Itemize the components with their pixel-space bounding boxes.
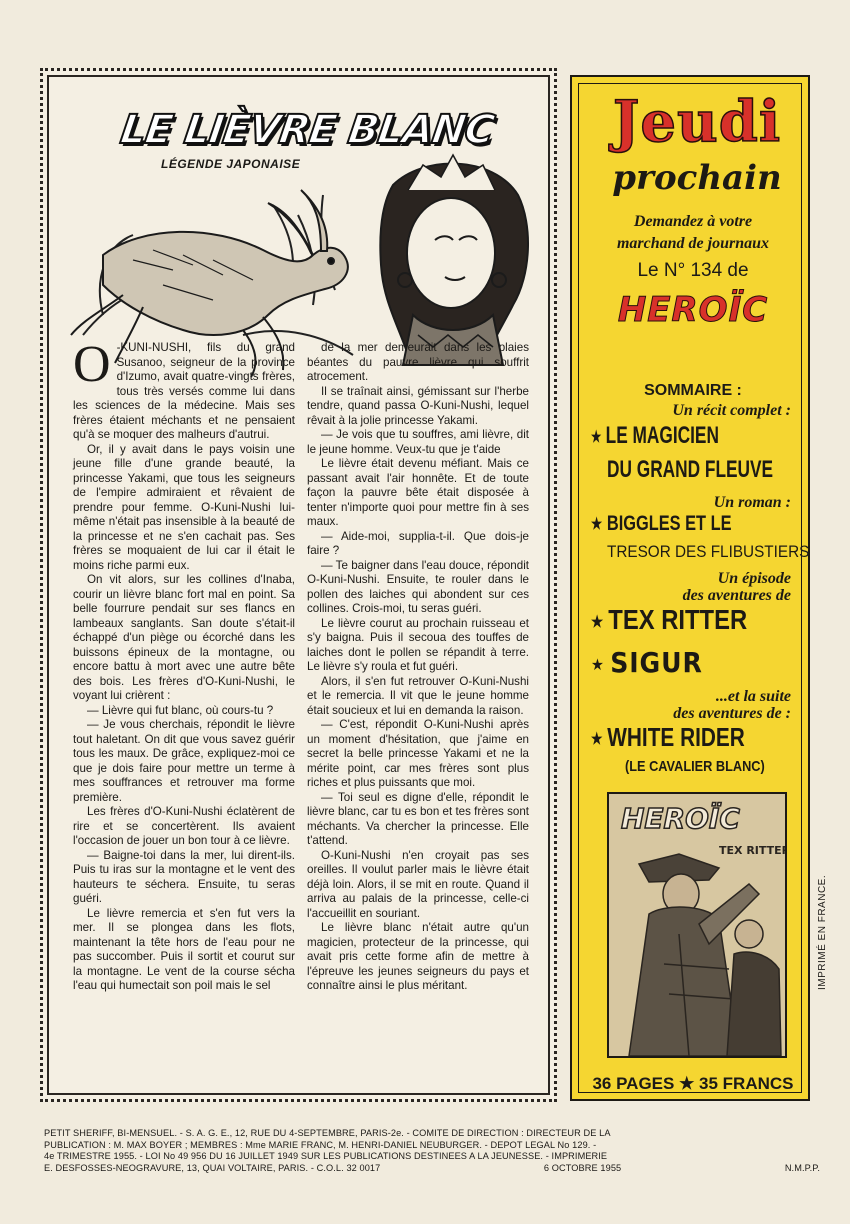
story-paragraph-text: — Te baigner dans l'eau douce, répondit O-Kuni-Nushi. Ensuite, te rouler dans le pollen des laiches qui abondent sur ces collines. Crois-moi, tu seras guéri. — [307, 558, 529, 615]
footer-line-2: PUBLICATION : M. MAX BOYER ; MEMBRES : Mme MARIE FRANC, M. HENRI-DANIEL NEUBURGER. - DEPOT LEGAL No 129. - — [44, 1139, 597, 1150]
story-paragraph — [73, 849, 295, 907]
story-paragraph-text: — Je vois que tu souffres, ami lièvre, dit le jeune homme. Veux-tu que je t'aide — [307, 428, 529, 456]
story-paragraph — [307, 428, 529, 457]
story-paragraph-text: — Toi seul es digne d'elle, répondit le lièvre blanc, car tu es bon et tes frères sont méchants. Va chercher la princesse. Elle t'attend. — [307, 790, 529, 847]
feature-grand-fleuve: DU GRAND FLEUVE — [607, 456, 774, 483]
story-title: LE LIÈVRE BLANC — [117, 107, 497, 153]
story-paragraph — [73, 336, 295, 443]
kind-roman: Un roman : — [713, 494, 791, 511]
story-paragraph-text: — Baigne-toi dans la mer, lui dirent-ils. Puis tu iras sur la montagne et le vent des hauteurs te séchera. Ensuite, tu seras guéri. — [73, 848, 295, 905]
story-paragraph — [73, 907, 295, 994]
story-paragraph — [307, 341, 529, 385]
kind-episode-1: Un épisode — [717, 570, 791, 587]
story-paragraph — [307, 791, 529, 849]
story-paragraph — [307, 921, 529, 994]
story-paragraph-text: Le lièvre remercia et s'en fut vers la mer. Il se plongea dans les flots, maintenant la tête hors de l'eau pour ne pas succomber. Puis il sortit et courut sur la montagne. Le vent de la course sécha l'eau qui humectait son poil mais le sel — [73, 906, 295, 992]
footer-line-1: PETIT SHERIFF, BI-MENSUEL. - S. A. G. E., 12, RUE DU 4-SEPTEMBRE, PARIS-2e. - COMITE DE DIRECTION : DIRECTEUR DE LA — [44, 1128, 611, 1138]
story-paragraph — [73, 718, 295, 805]
story-paragraph — [73, 573, 295, 704]
story-paragraph — [307, 457, 529, 530]
princess-drawing — [380, 155, 528, 365]
kind-suite-1: ...et la suite — [715, 688, 791, 705]
story-paragraph-text: Les frères d'O-Kuni-Nushi éclatèrent de rire et se concertèrent. Ils avaient l'occasion de jouer un bon tour à ce lièvre. — [73, 805, 295, 847]
ad-sommaire: SOMMAIRE : — [644, 382, 742, 399]
feature-tex-ritter-label: TEX RITTER — [608, 604, 748, 635]
feature-white-rider — [591, 722, 762, 753]
ad-line-2: marchand de journaux — [616, 235, 770, 252]
story-paragraph-text: de la mer demeurait dans les plaies béantes du pauvre lièvre qui souffrit atrocement. — [307, 341, 529, 383]
ad-line-1: Demandez à votre — [633, 213, 753, 230]
heroic-logo: HEROÏC — [617, 290, 769, 330]
story-paragraph-text: — Lièvre qui fut blanc, où cours-tu ? — [87, 703, 274, 717]
story-paragraph-text: O-Kuni-Nushi n'en croyait pas ses oreilles. Il voulut parler mais le lièvre était déjà loin. Alors, il se mit en route. Quand il arriva au palais de la princesse, celle-ci l'accueillit en souriant. — [307, 848, 529, 920]
feature-magicien-label: LE MAGICIEN — [605, 422, 719, 449]
next-issue-ad — [570, 75, 810, 1101]
story-column-2 — [307, 341, 529, 1086]
story-paragraph-text: Le lièvre courut au prochain ruisseau et s'y baigna. Puis il secoua des touffes de laiches dont le pollen se répandit à terre. Le lièvre s'y roula et fut guéri. — [307, 616, 529, 673]
feature-sigur-label: SIGUR — [610, 646, 703, 679]
story-paragraph-text: Or, il y avait dans le pays voisin une jeune fille d'une grande beauté, la princesse Yakami, que tous les seigneurs de l'empire admiraient et rêvaient de prendre pour femme. O-Kuni-Nushi lui-même n'était pas insensible à la beauté de la princesse et ne s'en cachait pas. Ses frères se moquaient de lui car il était le moins riche parmi eux. — [73, 442, 295, 572]
story-paragraph-text: — Je vous cherchais, répondit le lièvre tout haletant. On dit que vous savez guérir tous les maux. De grâce, expliquez-moi ce que je dois faire pour mettre un terme à mes souffrances et retrouver ma forme première. — [73, 718, 295, 804]
cover-drawing — [609, 794, 785, 1056]
story-paragraph — [307, 675, 529, 719]
ad-prochain: prochain — [612, 158, 782, 198]
publication-footer — [44, 1128, 820, 1174]
feature-tex-ritter — [591, 604, 773, 636]
story-paragraph-text: Il se traînait ainsi, gémissant sur l'herbe tendre, quand passa O-Kuni-Nushi, lequel rêvait à la jolie princesse Yakami. — [307, 384, 529, 427]
ad-pages-price: 36 PAGES ★ 35 FRANCS — [592, 1074, 794, 1093]
footer-date: 6 OCTOBRE 1955 — [543, 1162, 622, 1173]
story-text — [73, 336, 529, 1086]
story-paragraph — [307, 849, 529, 922]
feature-biggles — [591, 512, 758, 536]
footer-line-3: 4e TRIMESTRE 1955. - LOI No 49 956 DU 16 JUILLET 1949 SUR LES PUBLICATIONS DESTINEES A LA JEUNESSE. - IMPRIMERIE — [44, 1151, 608, 1161]
footer-nmpp: N.M.P.P. — [784, 1162, 820, 1173]
story-paragraph-text: -KUNI-NUSHI, fils du grand Susanoo, seigneur de la province d'Izumo, avait quatre-vingts frères, tous très versés comme lui dans les sciences de la médecine. Mais ses frères étaient méchants et ne pensaient qu'à se moquer des malheurs d'autrui. — [73, 341, 295, 441]
ad-jeudi: Jeudi — [612, 89, 782, 155]
story-paragraph-text: — Aide-moi, supplia-t-il. Que dois-je faire ? — [307, 529, 529, 557]
story-paragraph-text: Le lièvre blanc n'était autre qu'un magicien, protecteur de la princesse, qui avait pris cette forme afin de mettre à l'épreuve les jeunes seigneurs du pays et connaître ainsi le plus méritant. — [307, 921, 529, 992]
kind-episode-2: des aventures de — [682, 587, 791, 604]
star-icon: ★ — [591, 654, 605, 674]
kind-suite-2: des aventures de : — [673, 705, 791, 722]
feature-cavalier-blanc: (LE CAVALIER BLANC) — [625, 758, 765, 775]
feature-magicien — [591, 422, 745, 450]
story-subtitle: LÉGENDE JAPONAISE — [161, 157, 301, 171]
ad-issue-number: Le N° 134 de — [637, 260, 749, 281]
star-icon: ★ — [591, 428, 602, 446]
story-paragraph — [307, 385, 529, 429]
feature-biggles-label: BIGGLES ET LE — [606, 512, 732, 535]
kind-recit-complet: Un récit complet : — [672, 402, 791, 419]
story-paragraph — [73, 805, 295, 849]
printed-in-france-note: IMPRIMÉ EN FRANCE. — [817, 874, 828, 990]
story-paragraph — [307, 559, 529, 617]
story-paragraph — [73, 443, 295, 574]
star-icon: ★ — [591, 613, 604, 631]
story-panel — [40, 68, 557, 1102]
story-dropcap: O — [73, 336, 111, 393]
feature-white-rider-label: WHITE RIDER — [607, 722, 745, 752]
story-paragraph — [307, 530, 529, 559]
star-icon: ★ — [591, 731, 603, 749]
story-paragraph — [73, 704, 295, 719]
story-paragraph-text: Le lièvre était devenu méfiant. Mais ce passant avait l'air honnête. Et de toute façon la pauvre bête était disposée à tenter n'importe quoi pour mettre fin à ses maux. — [307, 457, 529, 528]
footer-line-4: E. DESFOSSES-NEOGRAVURE, 13, QUAI VOLTAIRE, PARIS. - C.O.L. 32 0017 — [44, 1162, 381, 1173]
footer-line-4-row — [44, 1163, 820, 1175]
story-paragraph-text: Alors, il s'en fut retrouver O-Kuni-Nushi et le remercia. Il vit que le jeune homme était soucieux et lui en demanda la raison. — [307, 674, 529, 717]
cover-logo: HEROÏC — [621, 802, 740, 835]
feature-tresor: TRESOR DES FLIBUSTIERS — [607, 542, 810, 561]
cover-subtitle: TEX RITTER — [719, 844, 785, 857]
story-paragraph-text: On vit alors, sur les collines d'Inaba, courir un lièvre blanc fort mal en point. Sa belle fourrure pendait sur ses flancs en lambeaux sanglants. San doute s'était-il échappé d'un piège ou écorché dans les buissons épineux de la montagne, ou encore battu à mort avec une autre bête des bois. Les frères d'O-Kuni-Nushi, le voyant lui crièrent : — [73, 573, 295, 702]
ad-frame — [578, 83, 810, 1093]
heroic-cover-image — [607, 792, 787, 1058]
story-paragraph-text: — C'est, répondit O-Kuni-Nushi après un moment d'hésitation, que j'aime en secret la belle princesse Yakami et ne la mérite point, car mes frères sont plus riches et plus puissants que moi. — [307, 718, 529, 789]
story-column-1 — [73, 336, 295, 1086]
feature-sigur — [591, 646, 784, 679]
story-paragraph — [307, 617, 529, 675]
star-icon: ★ — [591, 516, 603, 534]
story-paragraph — [307, 718, 529, 791]
